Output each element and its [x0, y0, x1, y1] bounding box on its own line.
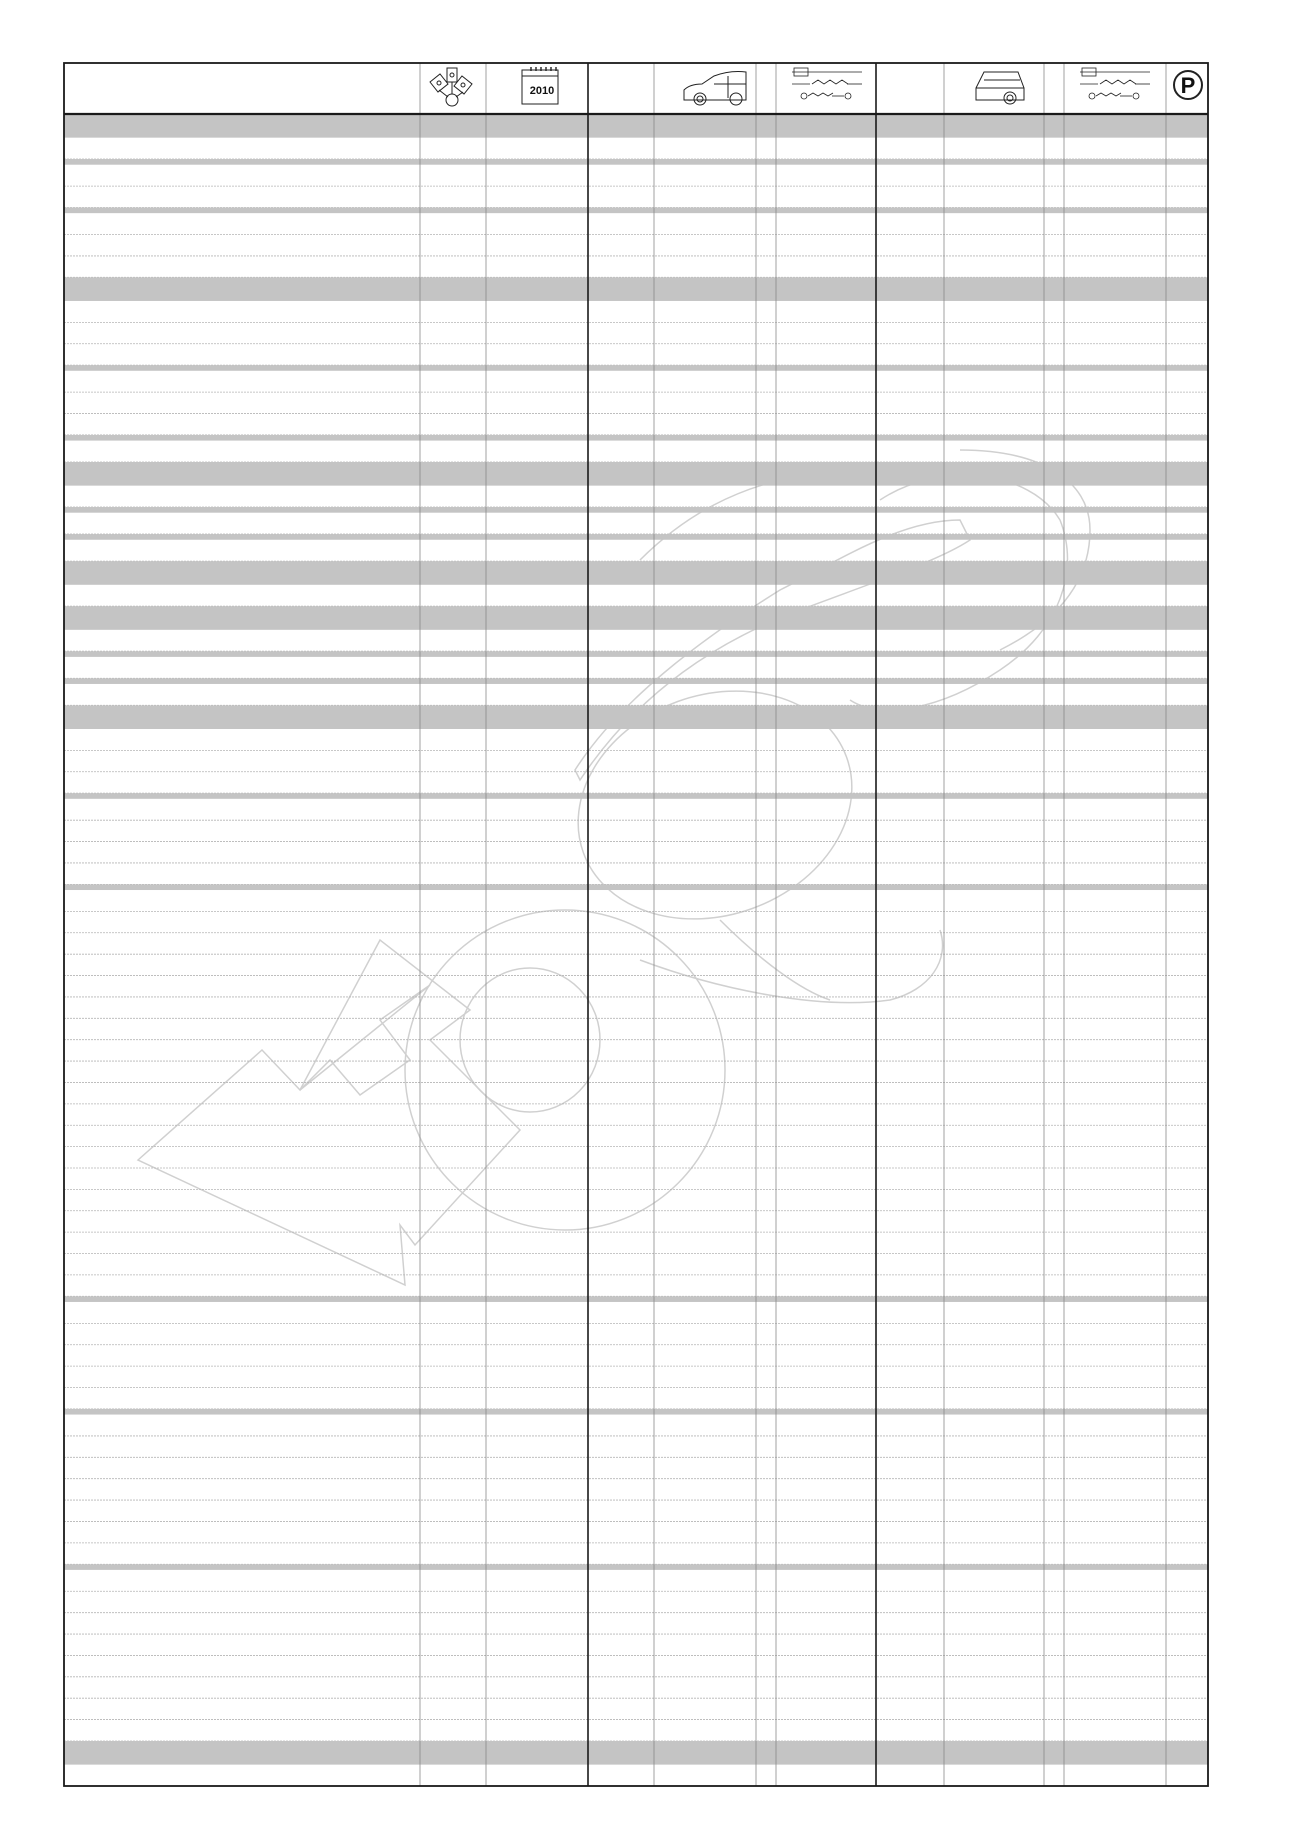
table-row: [64, 1040, 1208, 1061]
table-row: [64, 165, 1208, 186]
table-row: [64, 301, 1208, 322]
shaded-divider-row: [64, 1564, 1208, 1570]
table-row: [64, 1677, 1208, 1698]
shaded-divider-row: [64, 534, 1208, 540]
table-row: [64, 842, 1208, 863]
table-row: [64, 820, 1208, 841]
engine-pistons-icon: [430, 68, 472, 106]
table-row: [64, 684, 1208, 705]
table-row: [64, 213, 1208, 234]
shaded-divider-row: [64, 365, 1208, 371]
table-row: [64, 1521, 1208, 1542]
calendar-year-label: 2010: [529, 85, 555, 97]
table-row: [64, 513, 1208, 534]
table-row: [64, 235, 1208, 256]
table-row: [64, 1104, 1208, 1125]
table-row: [64, 322, 1208, 343]
table-row: [64, 1323, 1208, 1344]
table-row: [64, 863, 1208, 884]
shaded-divider-row: [64, 435, 1208, 441]
shaded-divider-row: [64, 1409, 1208, 1415]
table-row: [64, 1147, 1208, 1168]
table-row: [64, 1765, 1208, 1786]
section-header-row: [64, 277, 1208, 301]
table-row: [64, 1436, 1208, 1457]
table-row: [64, 138, 1208, 159]
table-row: [64, 585, 1208, 606]
shaded-divider-row: [64, 1296, 1208, 1302]
parking-p-icon: [1174, 71, 1202, 99]
table-row: [64, 1125, 1208, 1146]
table-row: [64, 750, 1208, 771]
table-row: [64, 256, 1208, 277]
shaded-divider-row: [64, 884, 1208, 890]
table-row: [64, 630, 1208, 651]
section-header-row: [64, 561, 1208, 585]
table-row: [64, 1018, 1208, 1039]
parking-p-label: P: [1180, 73, 1196, 98]
table-row: [64, 1345, 1208, 1366]
table-row: [64, 1655, 1208, 1676]
table-row: [64, 186, 1208, 207]
table-row: [64, 933, 1208, 954]
tools-wrenches-icon: [792, 68, 862, 99]
table-row: [64, 1479, 1208, 1500]
section-header-row: [64, 606, 1208, 630]
shaded-divider-row: [64, 651, 1208, 657]
table-row: [64, 1082, 1208, 1103]
table-row: [64, 1698, 1208, 1719]
table-row: [64, 997, 1208, 1018]
section-header-row: [64, 1741, 1208, 1765]
shaded-divider-row: [64, 793, 1208, 799]
table-row: [64, 911, 1208, 932]
table-row: [64, 1275, 1208, 1296]
table-row: [64, 890, 1208, 911]
table-row: [64, 1543, 1208, 1564]
table-row: [64, 1061, 1208, 1082]
table-row: [64, 1591, 1208, 1612]
table-row: [64, 486, 1208, 507]
table-row: [64, 371, 1208, 392]
table-row: [64, 1387, 1208, 1408]
shaded-divider-row: [64, 207, 1208, 213]
tools-wrenches-icon: [1080, 68, 1150, 99]
car-front-view-icon: [976, 72, 1024, 104]
table-row: [64, 954, 1208, 975]
table-row: [64, 772, 1208, 793]
shaded-divider-row: [64, 159, 1208, 165]
shaded-divider-row: [64, 507, 1208, 513]
table-row: [64, 799, 1208, 820]
table-row: [64, 1254, 1208, 1275]
table-row: [64, 1168, 1208, 1189]
table-row: [64, 1232, 1208, 1253]
table-row: [64, 1415, 1208, 1436]
table-row: [64, 729, 1208, 750]
table-row: [64, 1457, 1208, 1478]
table-row: [64, 1189, 1208, 1210]
section-header-row: [64, 114, 1208, 138]
table-row: [64, 1500, 1208, 1521]
table-row: [64, 1366, 1208, 1387]
table-row: [64, 1634, 1208, 1655]
table-row: [64, 1302, 1208, 1323]
table-row: [64, 540, 1208, 561]
table-row: [64, 976, 1208, 997]
table-row: [64, 657, 1208, 678]
table-row: [64, 344, 1208, 365]
table-row: [64, 392, 1208, 413]
car-side-view-icon: [684, 72, 746, 106]
table-row: [64, 1613, 1208, 1634]
table-row: [64, 1211, 1208, 1232]
table-row: [64, 1570, 1208, 1591]
table-row: [64, 414, 1208, 435]
section-header-row: [64, 705, 1208, 729]
table-row: [64, 1720, 1208, 1741]
table-row: [64, 441, 1208, 462]
shaded-divider-row: [64, 678, 1208, 684]
section-header-row: [64, 462, 1208, 486]
